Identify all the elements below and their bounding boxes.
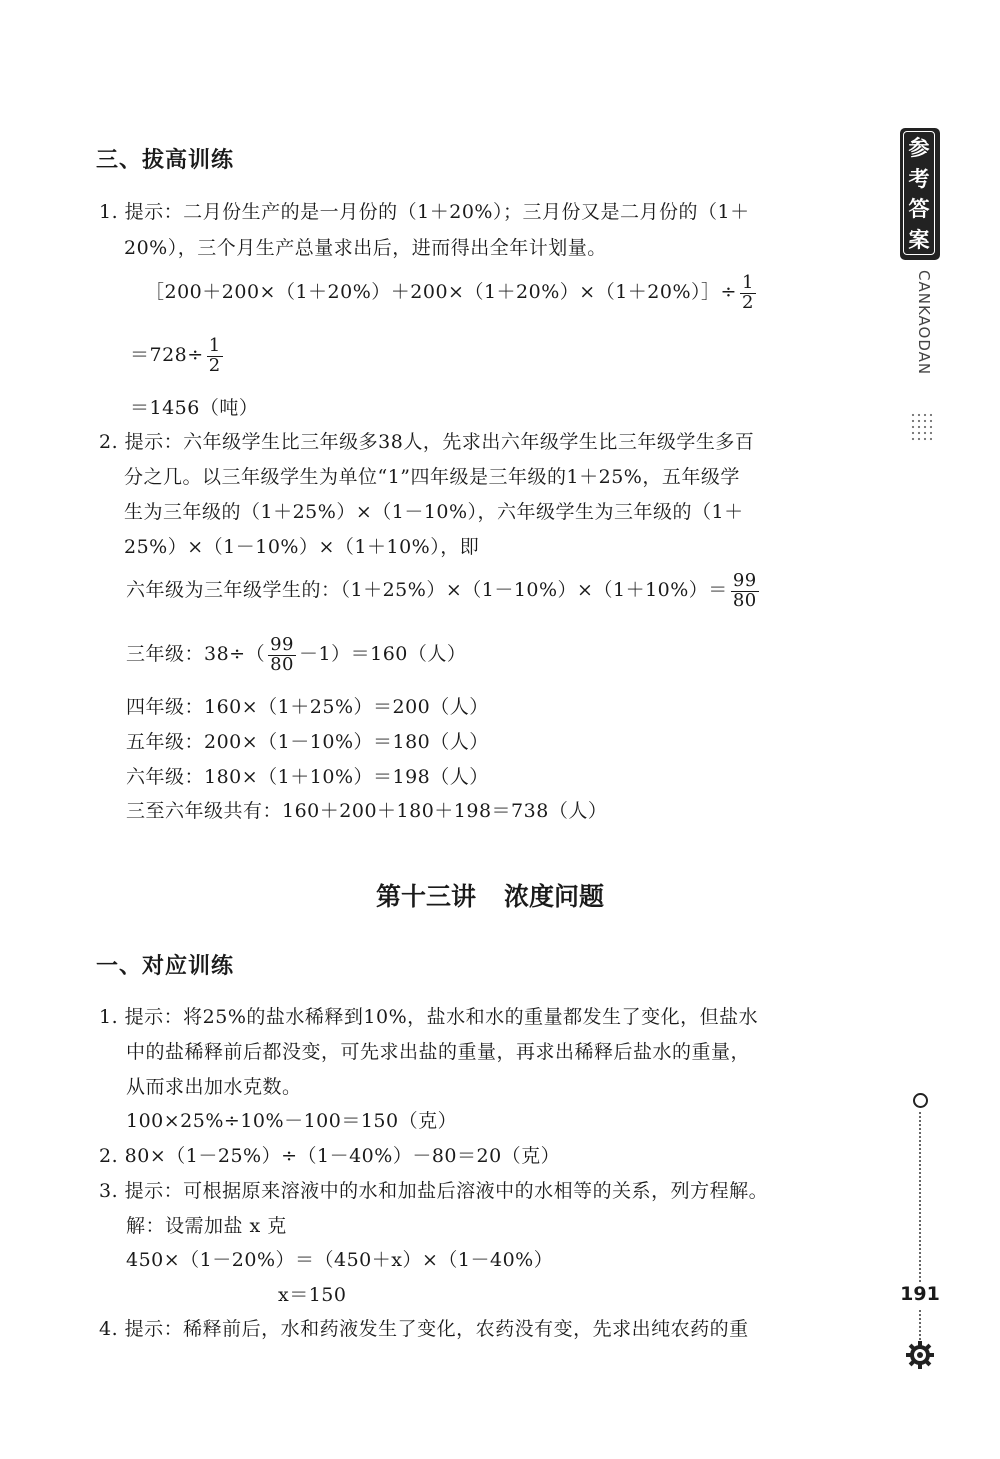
page-number: 191 bbox=[900, 1283, 940, 1305]
q2-total: 三至六年级共有：160＋200＋180＋198＝738（人） bbox=[126, 800, 608, 822]
fraction-denominator: 80 bbox=[732, 589, 757, 611]
q1-step-text: ＝728÷ bbox=[130, 344, 204, 366]
chapter-name: 浓度问题 bbox=[504, 882, 605, 911]
q1-result: ＝1456（吨） bbox=[130, 397, 259, 419]
q1-step bbox=[130, 335, 226, 375]
dotted-divider bbox=[919, 1310, 921, 1340]
fraction-denominator: 2 bbox=[741, 291, 754, 313]
q2-ratio-text: 六年级为三年级学生的：（1＋25%）×（1－10%）×（1＋10%）＝ bbox=[126, 579, 728, 601]
q1-expression-text: ［200＋200×（1＋20%）＋200×（1＋20%）×（1＋20%）］÷ bbox=[145, 281, 737, 303]
fraction-numerator: 99 bbox=[270, 633, 295, 655]
q2-grade3-pre: 三年级：38÷（ bbox=[126, 643, 266, 665]
fraction bbox=[740, 271, 756, 313]
side-tab-char: 考 bbox=[908, 166, 930, 191]
q2-grade3-post: －1）＝160（人） bbox=[299, 643, 467, 665]
q2-ratio bbox=[126, 568, 762, 612]
gear-icon bbox=[905, 1340, 935, 1370]
s1-q1-line: 1. 提示：将25%的盐水稀释到10%，盐水和水的重量都发生了变化，但盐水 bbox=[99, 1006, 759, 1028]
side-tab-frame bbox=[903, 131, 935, 255]
q2-grade5: 五年级：200×（1－10%）＝180（人） bbox=[126, 731, 489, 753]
s1-q3-solution: 解：设需加盐 x 克 bbox=[126, 1215, 287, 1237]
side-tab-char: 参 bbox=[908, 136, 930, 161]
q1-line: 1. 提示：二月份生产的是一月份的（1＋20%）；三月份又是二月份的（1＋ bbox=[99, 201, 750, 223]
s1-q4-line: 4. 提示：稀释前后，水和药液发生了变化，农药没有变，先求出纯农药的重 bbox=[99, 1318, 749, 1340]
fraction bbox=[268, 633, 296, 675]
side-tab bbox=[900, 128, 940, 260]
fraction bbox=[731, 569, 759, 611]
side-tab-pinyin: CANKAODAN bbox=[915, 270, 933, 376]
q2-line: 2. 提示：六年级学生比三年级多38人，先求出六年级学生比三年级学生多百 bbox=[99, 431, 755, 453]
fraction bbox=[207, 334, 223, 376]
decorative-dots bbox=[910, 412, 932, 442]
s1-q3-line: 3. 提示：可根据原来溶液中的水和加盐后溶液中的水相等的关系，列方程解。 bbox=[99, 1180, 769, 1202]
q2-grade3 bbox=[126, 632, 466, 676]
fraction-numerator: 1 bbox=[208, 334, 221, 356]
fraction-denominator: 80 bbox=[270, 653, 295, 675]
s1-q1-line: 中的盐稀释前后都没变，可先求出盐的重量，再求出稀释后盐水的重量， bbox=[126, 1041, 751, 1063]
section-heading-advanced: 三、拔高训练 bbox=[96, 148, 235, 173]
s1-q3-answer: x＝150 bbox=[278, 1284, 347, 1306]
q2-grade4: 四年级：160×（1＋25%）＝200（人） bbox=[126, 696, 489, 718]
s1-q3-equation: 450×（1－20%）＝（450＋x）×（1－40%） bbox=[126, 1249, 554, 1271]
s1-q1-calc: 100×25%÷10%－100＝150（克） bbox=[126, 1110, 458, 1132]
fraction-numerator: 99 bbox=[732, 569, 757, 591]
q1-line: 20%），三个月生产总量求出后，进而得出全年计划量。 bbox=[124, 237, 607, 259]
s1-q1-line: 从而求出加水克数。 bbox=[126, 1076, 302, 1098]
circle-icon bbox=[913, 1093, 928, 1108]
q1-expression bbox=[145, 272, 759, 312]
section-heading-practice: 一、对应训练 bbox=[96, 954, 235, 979]
side-tab-char: 案 bbox=[908, 227, 930, 252]
q2-line: 分之几。以三年级学生为单位“1”四年级是三年级的1＋25%，五年级学 bbox=[124, 466, 740, 488]
fraction-denominator: 2 bbox=[208, 354, 221, 376]
fraction-numerator: 1 bbox=[741, 271, 754, 293]
q2-grade6: 六年级：180×（1＋10%）＝198（人） bbox=[126, 766, 489, 788]
s1-q2: 2. 80×（1－25%）÷（1－40%）－80＝20（克） bbox=[99, 1145, 561, 1167]
chapter-title bbox=[0, 877, 980, 913]
q2-line: 生为三年级的（1＋25%）×（1－10%），六年级学生为三年级的（1＋ bbox=[124, 501, 744, 523]
q2-line: 25%）×（1－10%）×（1＋10%），即 bbox=[124, 536, 480, 558]
chapter-number: 第十三讲 bbox=[375, 882, 476, 911]
side-tab-char: 答 bbox=[908, 197, 930, 222]
dotted-divider bbox=[919, 1112, 921, 1282]
